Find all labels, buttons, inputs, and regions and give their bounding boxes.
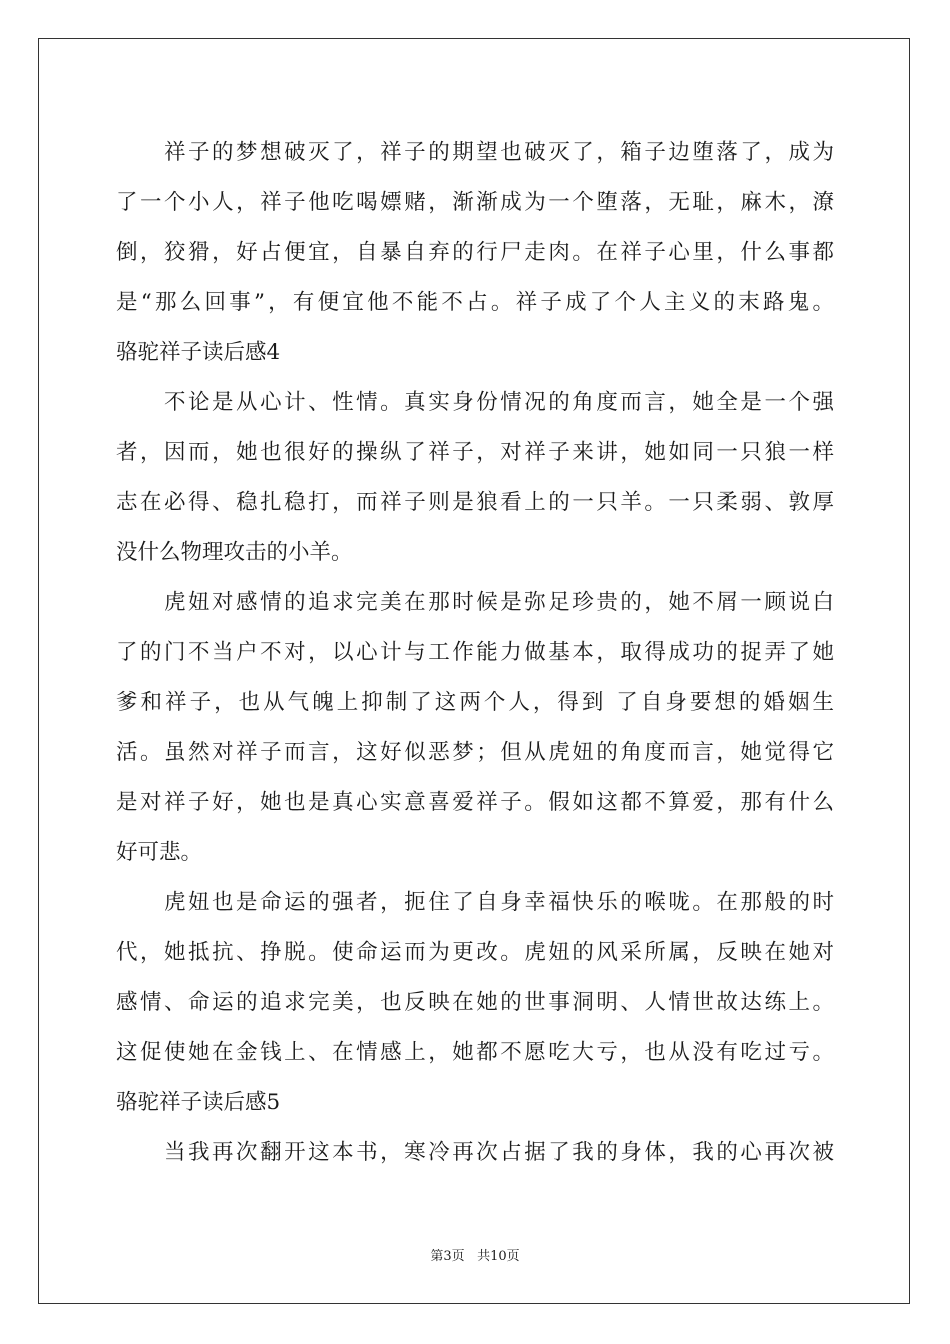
section-heading: 骆驼祥子读后感4 bbox=[116, 340, 281, 365]
page-total: 共10页 bbox=[477, 1249, 520, 1264]
text-line: 是“那么回事”，有便宜他不能不占。祥子成了个人主义的末路鬼。 bbox=[116, 290, 834, 315]
section-heading: 骆驼祥子读后感5 bbox=[116, 1090, 281, 1115]
document-body bbox=[116, 128, 834, 1178]
text-line: 祥子的梦想破灭了，祥子的期望也破灭了，箱子边堕落了，成为 bbox=[164, 140, 834, 165]
text-line: 感情、命运的追求完美，也反映在她的世事洞明、人情世故达练上。 bbox=[116, 990, 834, 1015]
text-line: 了的门不当户不对，以心计与工作能力做基本，取得成功的捉弄了她 bbox=[116, 640, 834, 665]
text-line: 倒，狡猾，好占便宜，自暴自弃的行尸走肉。在祥子心里，什么事都 bbox=[116, 240, 834, 265]
page-number: 第3页 bbox=[430, 1249, 465, 1264]
text-line: 好可悲。 bbox=[116, 840, 203, 865]
text-line: 不论是从心计、性情。真实身份情况的角度而言，她全是一个强 bbox=[164, 390, 834, 415]
text-line: 爹和祥子，也从气魄上抑制了这两个人，得到 了自身要想的婚姻生 bbox=[116, 690, 834, 715]
text-line: 没什么物理攻击的小羊。 bbox=[116, 540, 353, 565]
text-line: 虎妞也是命运的强者，扼住了自身幸福快乐的喉咙。在那般的时 bbox=[164, 890, 834, 915]
text-line: 了一个小人，祥子他吃喝嫖赌，渐渐成为一个堕落，无耻，麻木，潦 bbox=[116, 190, 834, 215]
text-line: 者，因而，她也很好的操纵了祥子，对祥子来讲，她如同一只狼一样 bbox=[116, 440, 834, 465]
text-line: 代，她抵抗、挣脱。使命运而为更改。虎妞的风采所属，反映在她对 bbox=[116, 940, 834, 965]
text-line: 当我再次翻开这本书，寒冷再次占据了我的身体，我的心再次被 bbox=[164, 1140, 834, 1165]
text-line: 活。虽然对祥子而言，这好似恶梦；但从虎妞的角度而言，她觉得它 bbox=[116, 740, 834, 765]
text-line: 志在必得、稳扎稳打，而祥子则是狼看上的一只羊。一只柔弱、敦厚 bbox=[116, 490, 834, 515]
text-line: 虎妞对感情的追求完美在那时候是弥足珍贵的，她不屑一顾说白 bbox=[164, 590, 834, 615]
text-line: 这促使她在金钱上、在情感上，她都不愿吃大亏，也从没有吃过亏。 bbox=[116, 1040, 834, 1065]
page-footer bbox=[0, 1248, 950, 1266]
text-line: 是对祥子好，她也是真心实意喜爱祥子。假如这都不算爱，那有什么 bbox=[116, 790, 834, 815]
